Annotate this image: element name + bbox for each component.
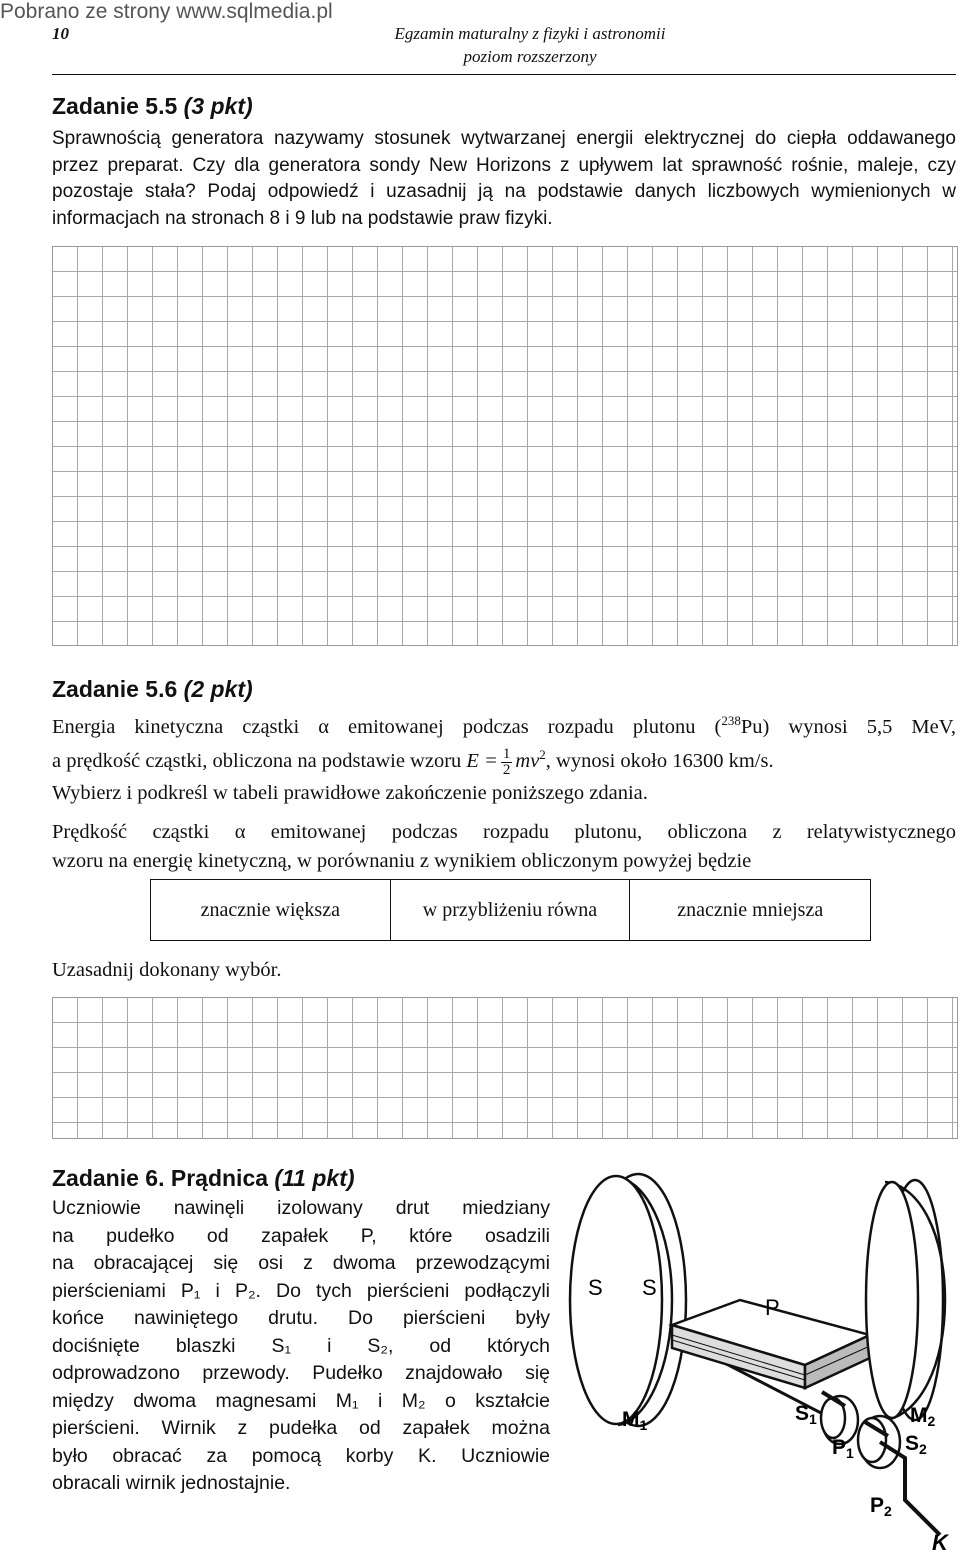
label-k: K (932, 1530, 948, 1555)
isotope-symbol: Pu (740, 715, 763, 738)
text-line: dociśnięte blaszki S₁ i S₂, od których (52, 1334, 550, 1357)
task-title-main: Zadanie 6. Prądnica (52, 1165, 269, 1191)
text-line: obracali wirnik jednostajnie. (52, 1472, 291, 1494)
label-s1 (795, 1402, 817, 1427)
page-number: 10 (52, 24, 69, 43)
label-p1-sub: 1 (846, 1445, 854, 1461)
header-rule (52, 74, 956, 75)
task-5-6-line-2 (52, 740, 956, 778)
label-m2-letter: M (910, 1404, 928, 1427)
formula-exponent: 2 (539, 747, 546, 762)
text-line: Uczniowie nawinęli izolowany drut miedziany (52, 1197, 550, 1219)
task-points: (2 pkt) (183, 676, 253, 702)
label-p2 (870, 1494, 892, 1519)
task-5-6-title (52, 676, 253, 703)
task-6-text (52, 1195, 550, 1498)
label-m2 (910, 1404, 936, 1429)
exam-level: poziom rozszerzony (463, 47, 597, 66)
text-line: pierścieniami P₁ i P₂. Do tych pierścieni podłączyli (52, 1279, 550, 1302)
text: ) wynosi 5,5 MeV, (762, 715, 956, 738)
task-5-5-title (52, 93, 253, 120)
formula-lhs: E = (466, 749, 498, 772)
text-line: końce nawiniętego drutu. Do pierścieni były (52, 1307, 550, 1329)
task-5-6-line-3: Wybierz i podkreśl w tabeli prawidłowe zakończenie poniższego zdania. (52, 782, 648, 804)
task-title-main: Zadanie 5.6 (52, 676, 178, 702)
label-s2 (905, 1432, 927, 1457)
task-5-6-line-1 (52, 706, 956, 742)
question-line-1: Prędkość cząstki α emitowanej podczas rozpadu plutonu, obliczona z relatywistycznego (52, 821, 956, 843)
justify-prompt: Uzasadnij dokonany wybór. (52, 959, 282, 981)
label-s1-letter: S (795, 1402, 810, 1425)
magnet-m1 (570, 1174, 686, 1426)
task-5-5-text: Sprawnością generatora nazywamy stosunek wytwarzanej energii elektrycznej do ciepła oddawanego przez preparat. Czy dla generatora sondy New Horizons z upływem lat sprawność rośnie, maleje, czy pozostaje stała? Podaj odpowiedź i uzasadnij ją na podstawie danych liczbowych wymienionych w informacjach na stronach 8 i 9 lub na podstawie praw fizyki. (52, 128, 956, 229)
text: , wynosi około 16300 km/s. (545, 749, 774, 772)
option-much-greater[interactable]: znacznie większa (151, 880, 391, 941)
magnet-m2 (866, 1180, 945, 1420)
fraction-numerator: 1 (502, 745, 511, 762)
watermark: Pobrano ze strony www.sqlmedia.pl (0, 0, 333, 23)
label-p1-letter: P (832, 1436, 847, 1459)
label-s-right: S (642, 1275, 657, 1300)
label-s1-sub: 1 (809, 1411, 817, 1427)
option-approximately-equal[interactable]: w przybliżeniu równa (390, 880, 630, 941)
text-line: pierścieni. Wirnik z pudełka od zapałek można (52, 1417, 550, 1439)
text-line: na obracającej się osi z dwoma przewodzącymi (52, 1252, 550, 1274)
task-points: (3 pkt) (183, 93, 253, 119)
answer-grid-5-6[interactable] (52, 997, 958, 1139)
text: a prędkość cząstki, obliczona na podstawie wzoru (52, 749, 467, 772)
label-m1-sub: 1 (639, 1417, 648, 1433)
text-line: między dwoma magnesami M₁ i M₂ o kształcie (52, 1389, 550, 1412)
exam-title: Egzamin maturalny z fizyki i astronomii (394, 24, 666, 43)
label-p2-letter: P (870, 1494, 885, 1517)
label-s-left: S (588, 1275, 603, 1300)
label-m1-letter: M (622, 1408, 640, 1431)
task-points: (11 pkt) (274, 1165, 355, 1191)
isotope-mass: 238 (721, 713, 741, 728)
choice-table (150, 879, 871, 941)
label-p: P (765, 1295, 780, 1320)
fraction-denominator: 2 (502, 761, 511, 778)
question-line-2: wzoru na energię kinetyczną, w porównaniu z wynikiem obliczonym powyżej będzie (52, 850, 752, 872)
task-6-title (52, 1165, 355, 1192)
text-line: było obracać za pomocą korby K. Uczniowie (52, 1444, 550, 1467)
answer-grid-5-5[interactable] (52, 246, 958, 646)
formula-rhs: mv (515, 749, 540, 772)
generator-diagram (560, 1160, 958, 1555)
text-line: odprowadzono przewody. Pudełko znajdowało się (52, 1362, 550, 1384)
text: Energia kinetyczna cząstki α emitowanej podczas rozpadu plutonu ( (52, 715, 722, 738)
fraction-one-half (501, 747, 513, 778)
label-s2-sub: 2 (919, 1441, 927, 1457)
label-p2-sub: 2 (884, 1503, 892, 1519)
label-m2-sub: 2 (927, 1413, 936, 1429)
task-title-main: Zadanie 5.5 (52, 93, 178, 119)
label-s2-letter: S (905, 1432, 920, 1455)
option-much-smaller[interactable]: znacznie mniejsza (630, 880, 871, 941)
text-line: na pudełko od zapałek P, które osadzili (52, 1224, 550, 1247)
